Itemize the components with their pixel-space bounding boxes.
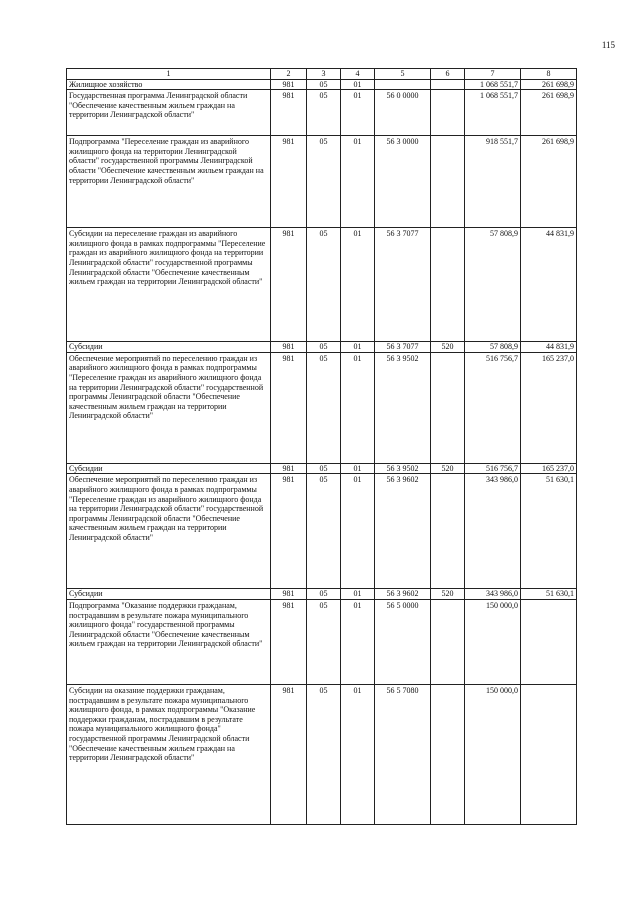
row-c8: 165 237,0 <box>521 463 577 474</box>
row-c2: 981 <box>271 352 307 463</box>
col-header-6: 6 <box>431 69 465 80</box>
row-c5: 56 5 7080 <box>375 684 431 824</box>
row-c3: 05 <box>307 474 341 589</box>
row-c6: 520 <box>431 463 465 474</box>
row-c7: 343 986,0 <box>465 589 521 600</box>
table-row <box>67 589 577 600</box>
table-row <box>67 228 577 342</box>
row-c6 <box>431 228 465 342</box>
row-c4: 01 <box>341 684 375 824</box>
col-header-7: 7 <box>465 69 521 80</box>
table-row <box>67 684 577 824</box>
row-c8: 261 698,9 <box>521 79 577 90</box>
row-c3: 05 <box>307 599 341 684</box>
row-c8: 261 698,9 <box>521 90 577 136</box>
row-c6 <box>431 79 465 90</box>
row-c4: 01 <box>341 228 375 342</box>
row-c5 <box>375 79 431 90</box>
row-c8: 51 630,1 <box>521 589 577 600</box>
row-c6 <box>431 474 465 589</box>
table-row <box>67 342 577 353</box>
row-c2: 981 <box>271 463 307 474</box>
row-c5: 56 5 0000 <box>375 599 431 684</box>
page-number: 115 <box>601 40 615 50</box>
row-name: Субсидии <box>67 463 271 474</box>
row-c8 <box>521 599 577 684</box>
row-name: Подпрограмма "Переселение граждан из аварийного жилищного фонда на территории Ленинградской области" государственной программы Ленинградской области "Обеспечение качественным жильем граждан на территории Ленинградской области" <box>67 136 271 228</box>
row-c3: 05 <box>307 589 341 600</box>
row-c7: 150 000,0 <box>465 599 521 684</box>
row-c5: 56 3 9602 <box>375 474 431 589</box>
row-c4: 01 <box>341 463 375 474</box>
table-row <box>67 599 577 684</box>
row-name: Жилищное хозяйство <box>67 79 271 90</box>
row-c4: 01 <box>341 342 375 353</box>
row-c2: 981 <box>271 90 307 136</box>
row-c5: 56 0 0000 <box>375 90 431 136</box>
col-header-8: 8 <box>521 69 577 80</box>
col-header-5: 5 <box>375 69 431 80</box>
row-name: Субсидии <box>67 589 271 600</box>
row-c4: 01 <box>341 79 375 90</box>
row-c3: 05 <box>307 79 341 90</box>
row-c8: 51 630,1 <box>521 474 577 589</box>
row-c5: 56 3 0000 <box>375 136 431 228</box>
row-c8: 261 698,9 <box>521 136 577 228</box>
row-c7: 343 986,0 <box>465 474 521 589</box>
col-header-1: 1 <box>67 69 271 80</box>
row-c6 <box>431 136 465 228</box>
row-c3: 05 <box>307 684 341 824</box>
row-c3: 05 <box>307 342 341 353</box>
row-c7: 918 551,7 <box>465 136 521 228</box>
row-name: Субсидии <box>67 342 271 353</box>
row-c4: 01 <box>341 599 375 684</box>
row-name: Обеспечение мероприятий по переселению граждан из аварийного жилищного фонда в рамках подпрограммы "Переселение граждан из аварийного жилищного фонда на территории Ленинградской области" государственной программы Ленинградской области "Обеспечение качественным жильем граждан на территории Ленинградской области" <box>67 474 271 589</box>
row-c7: 57 808,9 <box>465 342 521 353</box>
row-c7: 516 756,7 <box>465 463 521 474</box>
row-c4: 01 <box>341 474 375 589</box>
row-c8: 44 831,9 <box>521 342 577 353</box>
row-c6 <box>431 684 465 824</box>
row-c6 <box>431 90 465 136</box>
row-c3: 05 <box>307 228 341 342</box>
col-header-4: 4 <box>341 69 375 80</box>
row-c7: 150 000,0 <box>465 684 521 824</box>
col-header-2: 2 <box>271 69 307 80</box>
table-row <box>67 90 577 136</box>
row-c2: 981 <box>271 599 307 684</box>
row-c7: 1 068 551,7 <box>465 90 521 136</box>
row-c4: 01 <box>341 589 375 600</box>
row-name: Государственная программа Ленинградской области "Обеспечение качественным жильем граждан на территории Ленинградской области" <box>67 90 271 136</box>
row-c5: 56 3 7077 <box>375 228 431 342</box>
table-body <box>67 79 577 824</box>
row-c4: 01 <box>341 136 375 228</box>
row-c3: 05 <box>307 352 341 463</box>
row-c8: 165 237,0 <box>521 352 577 463</box>
row-c8: 44 831,9 <box>521 228 577 342</box>
budget-table <box>66 68 577 825</box>
col-header-3: 3 <box>307 69 341 80</box>
table-row <box>67 136 577 228</box>
row-c6: 520 <box>431 589 465 600</box>
row-c7: 57 808,9 <box>465 228 521 342</box>
row-c7: 516 756,7 <box>465 352 521 463</box>
row-c2: 981 <box>271 228 307 342</box>
row-c2: 981 <box>271 342 307 353</box>
row-c3: 05 <box>307 90 341 136</box>
row-c2: 981 <box>271 589 307 600</box>
row-name: Подпрограмма "Оказание поддержки гражданам, пострадавшим в результате пожара муниципального жилищного фонда" государственной программы Ленинградской области "Обеспечение качественным жильем граждан на территории Ленинградской области" <box>67 599 271 684</box>
row-c6 <box>431 599 465 684</box>
table-row <box>67 463 577 474</box>
row-name: Обеспечение мероприятий по переселению граждан из аварийного жилищного фонда в рамках подпрограммы "Переселение граждан из аварийного жилищного фонда на территории Ленинградской области" государственной программы Ленинградской области "Обеспечение качественным жильем граждан на территории Ленинградской области" <box>67 352 271 463</box>
row-c3: 05 <box>307 463 341 474</box>
header-row <box>67 69 577 80</box>
row-c4: 01 <box>341 352 375 463</box>
row-c6 <box>431 352 465 463</box>
row-name: Субсидии на переселение граждан из аварийного жилищного фонда в рамках подпрограммы "Переселение граждан из аварийного жилищного фонда на территории Ленинградской области" государственной программы Ленинградской области "Обеспечение качественным жильем граждан на территории Ленинградской области" <box>67 228 271 342</box>
row-c3: 05 <box>307 136 341 228</box>
row-name: Субсидии на оказание поддержки гражданам, пострадавшим в результате пожара муниципального жилищного фонда, в рамках подпрограммы "Оказание поддержки гражданам, пострадавшим в результате пожара муниципального жилищного фонда" государственной программы Ленинградской области "Обеспечение качественным жильем граждан на территории Ленинградской области" <box>67 684 271 824</box>
row-c5: 56 3 9502 <box>375 352 431 463</box>
row-c5: 56 3 9502 <box>375 463 431 474</box>
row-c2: 981 <box>271 79 307 90</box>
row-c2: 981 <box>271 684 307 824</box>
row-c6: 520 <box>431 342 465 353</box>
row-c8 <box>521 684 577 824</box>
row-c2: 981 <box>271 474 307 589</box>
row-c5: 56 3 7077 <box>375 342 431 353</box>
row-c2: 981 <box>271 136 307 228</box>
row-c5: 56 3 9602 <box>375 589 431 600</box>
row-c4: 01 <box>341 90 375 136</box>
row-c7: 1 068 551,7 <box>465 79 521 90</box>
table-row <box>67 474 577 589</box>
table-row <box>67 79 577 90</box>
table-row <box>67 352 577 463</box>
